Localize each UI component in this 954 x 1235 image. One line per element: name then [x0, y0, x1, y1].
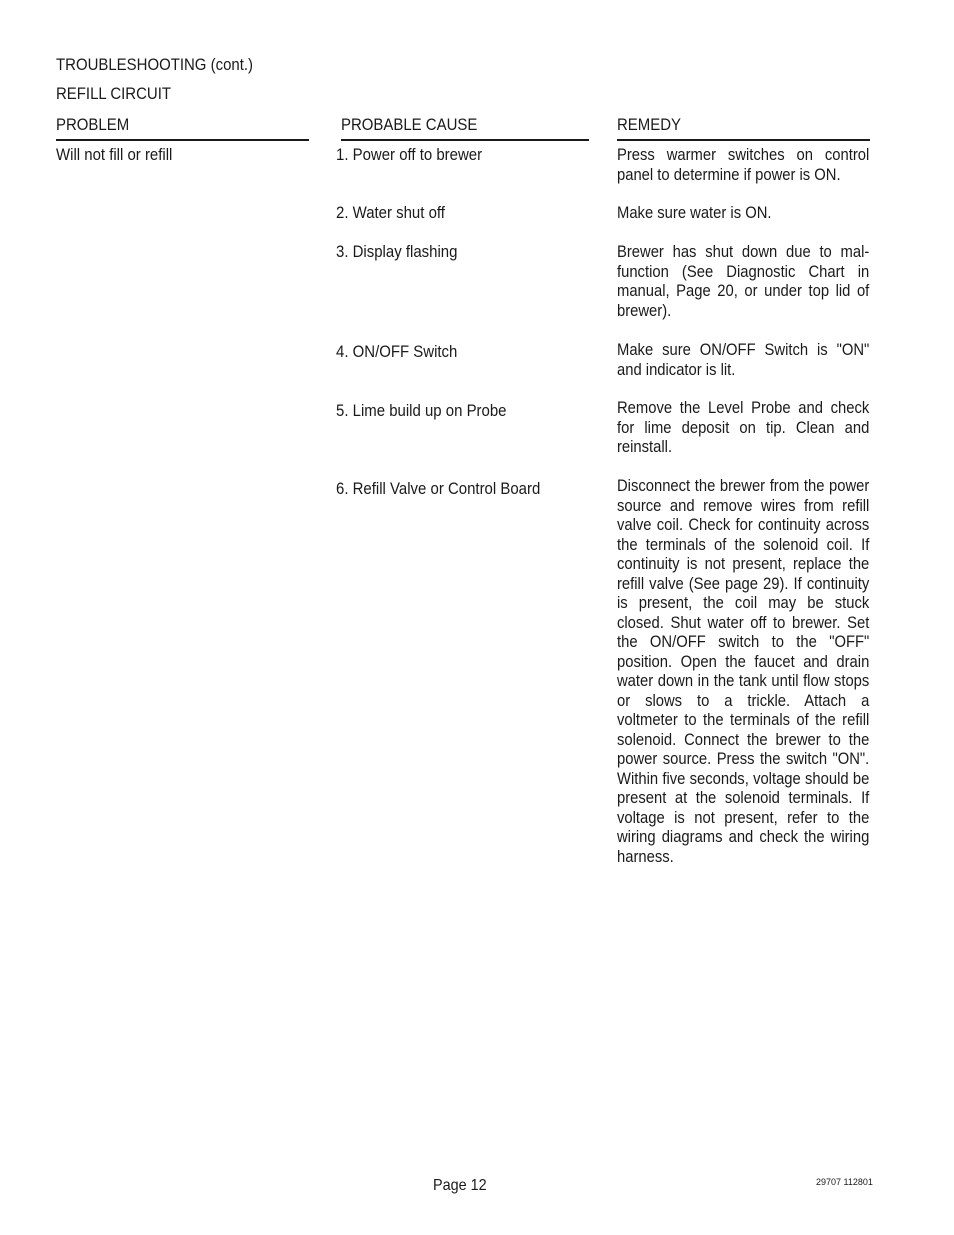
- section-subtitle: REFILL CIRCUIT: [56, 84, 171, 103]
- column-header-remedy: [617, 115, 870, 141]
- cause-item: 1. Power off to brewer: [336, 145, 483, 164]
- cause-item: 2. Water shut off: [336, 203, 445, 222]
- column-header-remedy-label: REMEDY: [617, 115, 682, 134]
- remedy-item: Remove the Level Probe and check for lime deposit on tip. Clean and reinstall.: [617, 398, 870, 456]
- cause-item: 6. Refill Valve or Control Board: [336, 479, 541, 498]
- cause-item: 5. Lime build up on Probe: [336, 401, 507, 420]
- document-number: 29707 112801: [816, 1177, 873, 1187]
- remedy-item: Make sure water is ON.: [617, 203, 772, 222]
- cause-item: 3. Display flashing: [336, 242, 458, 261]
- column-header-problem: [56, 115, 309, 141]
- column-header-problem-label: PROBLEM: [56, 115, 130, 134]
- remedy-item: Press warmer switches on control panel to determine if power is ON.: [617, 145, 870, 184]
- problem-text: Will not fill or refill: [56, 145, 173, 164]
- remedy-item: Disconnect the brewer from the power source and remove wires from refill valve coil. Check for continuity across the terminals of the solenoid coil. If continuity is not present, replace the refill valve (See page 29). If continuity is present, the coil may be stuck closed. Shut water off to brewer. Set the ON/OFF switch to the "OFF" position. Open the faucet and drain water down in the tank until flow stops or slows to a trickle. Attach a voltmeter to the terminals of the refill solenoid. Connect the brewer to the power source. Press the switch "ON". Within five seconds, voltage should be present at the solenoid terminals. If voltage is not present, refer to the wiring diagrams and check the wiring harness.: [617, 476, 870, 866]
- cause-item: 4. ON/OFF Switch: [336, 342, 458, 361]
- section-title: TROUBLESHOOTING (cont.): [56, 55, 254, 74]
- column-header-cause: [341, 115, 589, 141]
- remedy-item: Brewer has shut down due to malfunction (See Diagnostic Chart in manual, Page 20, or under top lid of brewer).: [617, 242, 870, 320]
- column-header-cause-label: PROBABLE CAUSE: [341, 115, 478, 134]
- page-number: Page 12: [433, 1177, 487, 1194]
- remedy-item: Make sure ON/OFF Switch is "ON" and indicator is lit.: [617, 340, 870, 379]
